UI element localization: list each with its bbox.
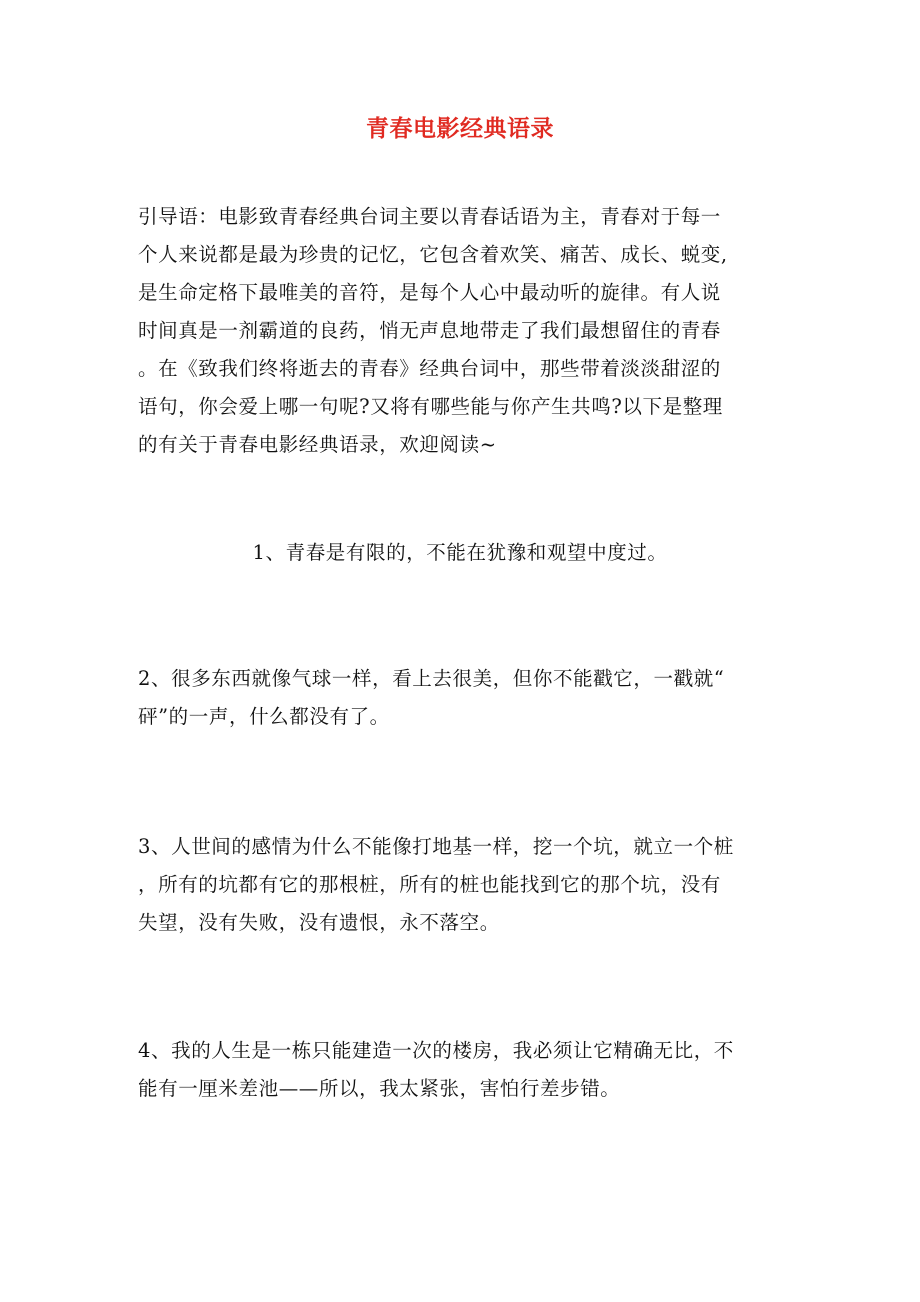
- intro-line: 。在《致我们终将逝去的青春》经典台词中，那些带着淡淡甜涩的: [138, 357, 721, 380]
- quote-2-line: 砰”的一声，什么都没有了。: [138, 705, 390, 728]
- quote-2-line: 2、很多东西就像气球一样，看上去很美，但你不能戳它，一戳就“: [138, 667, 725, 690]
- quote-3-line: 失望，没有失败，没有遗恨，永不落空。: [138, 911, 500, 934]
- intro-line: 时间真是一剂霸道的良药，悄无声息地带走了我们最想留住的青春: [138, 319, 721, 342]
- document-title: 青春电影经典语录: [366, 115, 554, 142]
- quote-1: 1、青春是有限的，不能在犹豫和观望中度过。: [252, 541, 668, 564]
- intro-line: 的有关于青春电影经典语录，欢迎阅读~: [138, 433, 497, 456]
- intro-line: 是生命定格下最唯美的音符，是每个人心中最动听的旋律。有人说: [138, 281, 721, 304]
- quote-4-line: 能有一厘米差池——所以，我太紧张，害怕行差步错。: [138, 1077, 621, 1100]
- quote-3-line: 3、人世间的感情为什么不能像打地基一样，挖一个坑，就立一个桩: [138, 835, 734, 858]
- quote-4-line: 4、我的人生是一栋只能建造一次的楼房，我必须让它精确无比，不: [138, 1039, 734, 1062]
- intro-line: 个人来说都是最为珍贵的记忆，它包含着欢笑、痛苦、成长、蜕变,: [138, 243, 728, 266]
- quote-3-line: ，所有的坑都有它的那根桩，所有的桩也能找到它的那个坑，没有: [138, 873, 721, 896]
- intro-line: 语句，你会爱上哪一句呢?又将有哪些能与你产生共鸣?以下是整理: [138, 395, 723, 418]
- intro-line: 引导语：电影致青春经典台词主要以青春话语为主，青春对于每一: [138, 205, 721, 228]
